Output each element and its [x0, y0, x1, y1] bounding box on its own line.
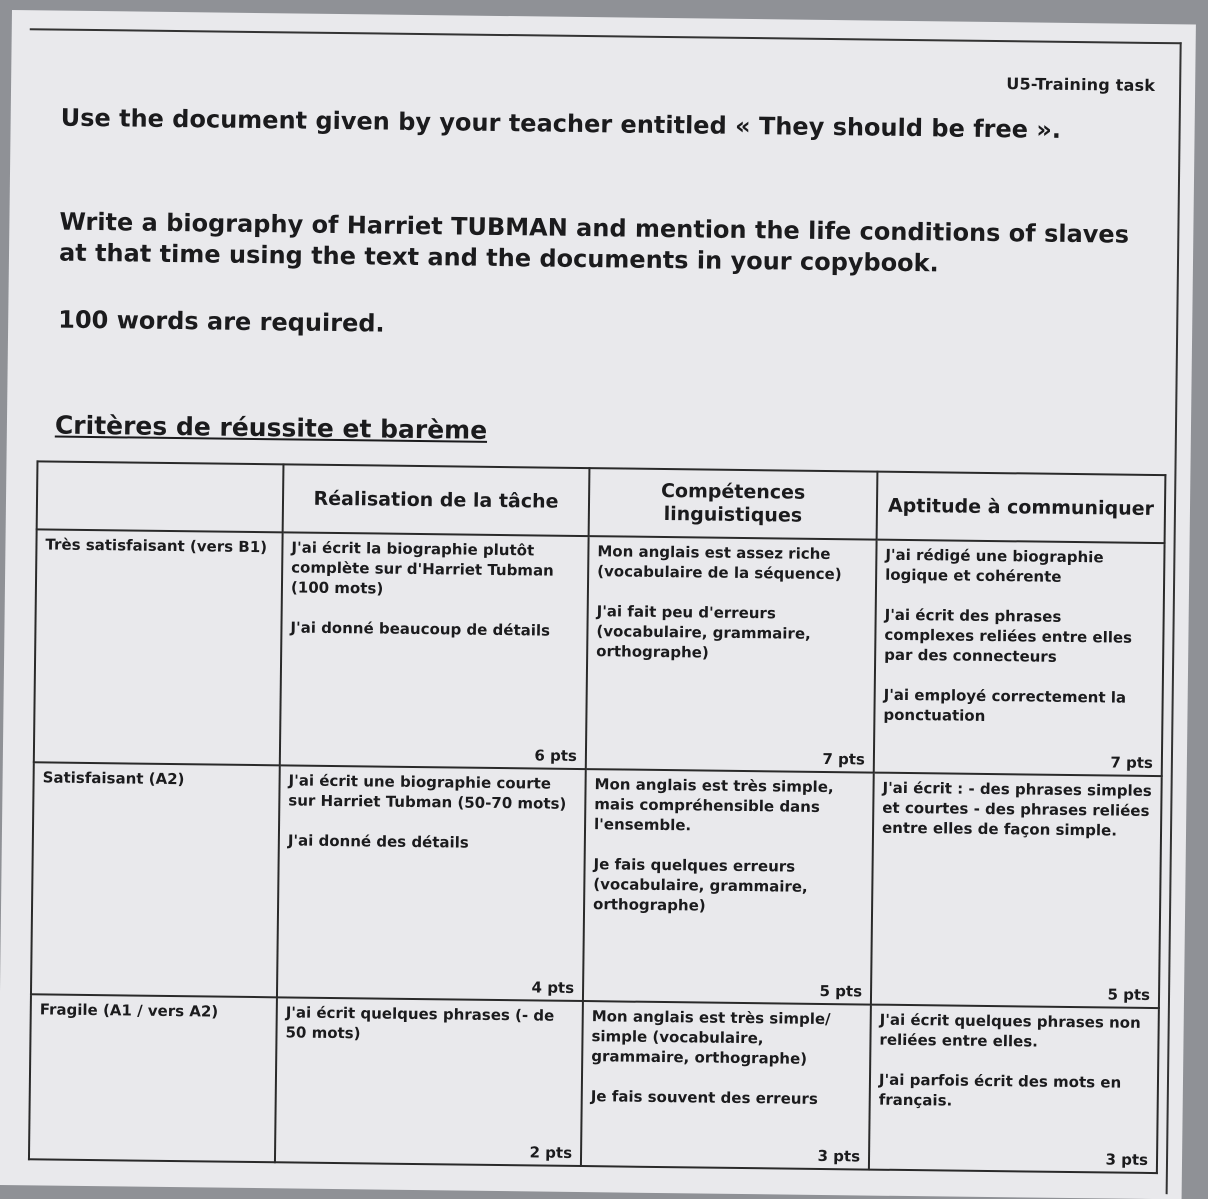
- rubric-row-very-satisfying: [34, 529, 1165, 776]
- communication-criterion: J'ai parfois écrit des mots en français.: [878, 1070, 1122, 1110]
- communication-points: 7 pts: [1110, 753, 1153, 773]
- task-points: 4 pts: [531, 978, 575, 997]
- communication-criterion: J'ai écrit : - des phrases simples et courtes - des phrases reliées entre elles de façon simple.: [881, 779, 1152, 841]
- task-cell: [275, 997, 583, 1166]
- linguistic-points: 7 pts: [822, 750, 866, 769]
- header-communication: Aptitude à communiquer: [877, 472, 1166, 544]
- rubric-table: [28, 460, 1166, 1174]
- task-points: 6 pts: [534, 746, 578, 766]
- task-points: 2 pts: [529, 1143, 573, 1162]
- rubric-row-satisfying: [31, 763, 1162, 1008]
- linguistic-cell: [586, 536, 877, 773]
- level-label: Fragile (A1 / vers A2): [29, 994, 277, 1162]
- linguistic-criterion: J'ai fait peu d'erreurs (vocabulaire, grammaire, orthographe): [596, 602, 811, 662]
- task-criterion: J'ai donné des détails: [287, 831, 469, 853]
- communication-criterion: J'ai rédigé une biographie logique et cohérente: [885, 545, 1104, 587]
- communication-cell: [874, 540, 1165, 777]
- linguistic-criterion: Mon anglais est très simple/ simple (vocabulaire, grammaire, orthographe): [591, 1006, 831, 1068]
- linguistic-points: 3 pts: [817, 1146, 861, 1166]
- linguistic-criterion: Mon anglais est assez riche (vocabulaire de la séquence): [597, 542, 842, 584]
- communication-cell: [871, 773, 1162, 1008]
- instruction-word-count: 100 words are required.: [58, 305, 385, 338]
- task-criterion: J'ai écrit la biographie plutôt complète sur d'Harriet Tubman (100 mots): [290, 538, 554, 598]
- header-empty: [37, 461, 284, 532]
- task-criterion: J'ai écrit quelques phrases (- de 50 mots): [285, 1003, 555, 1043]
- level-label: Très satisfaisant (vers B1): [34, 529, 283, 765]
- task-cell: [277, 766, 586, 1001]
- header-task: Réalisation de la tâche: [283, 464, 590, 536]
- linguistic-criterion: Mon anglais est très simple, mais compréhensible dans l'ensemble.: [593, 775, 834, 835]
- communication-criterion: J'ai employé correctement la ponctuation: [883, 685, 1127, 726]
- instruction-document: Use the document given by your teacher entitled « They should be free ».: [60, 103, 1062, 144]
- task-criterion: J'ai donné beaucoup de détails: [290, 618, 551, 640]
- linguistic-cell: [583, 770, 874, 1005]
- rubric-row-fragile: [29, 994, 1159, 1173]
- header-linguistic: Compétences linguistiques: [589, 468, 878, 540]
- linguistic-criterion: Je fais souvent des erreurs: [590, 1086, 818, 1108]
- worksheet-page: [0, 10, 1196, 1199]
- linguistic-criterion: Je fais quelques erreurs (vocabulaire, grammaire, orthographe): [593, 855, 808, 916]
- task-criterion: J'ai écrit une biographie courte sur Harriet Tubman (50-70 mots): [288, 771, 567, 814]
- communication-points: 3 pts: [1105, 1150, 1149, 1169]
- criteria-title: Critères de réussite et barème: [54, 410, 488, 445]
- instruction-biography: Write a biography of Harriet TUBMAN and mention the life conditions of slaves at that time using the text and the documents in your copybook.: [58, 207, 1130, 278]
- communication-points: 5 pts: [1107, 985, 1151, 1004]
- level-label: Satisfaisant (A2): [31, 763, 280, 997]
- communication-criterion: J'ai écrit des phrases complexes reliées entre elles par des connecteurs: [884, 605, 1133, 666]
- communication-criterion: J'ai écrit quelques phrases non reliées entre elles.: [879, 1010, 1141, 1051]
- task-code: U5-Training task: [1006, 74, 1156, 95]
- linguistic-points: 5 pts: [819, 981, 863, 1001]
- task-cell: [280, 532, 589, 769]
- linguistic-cell: [581, 1001, 871, 1170]
- communication-cell: [869, 1004, 1159, 1173]
